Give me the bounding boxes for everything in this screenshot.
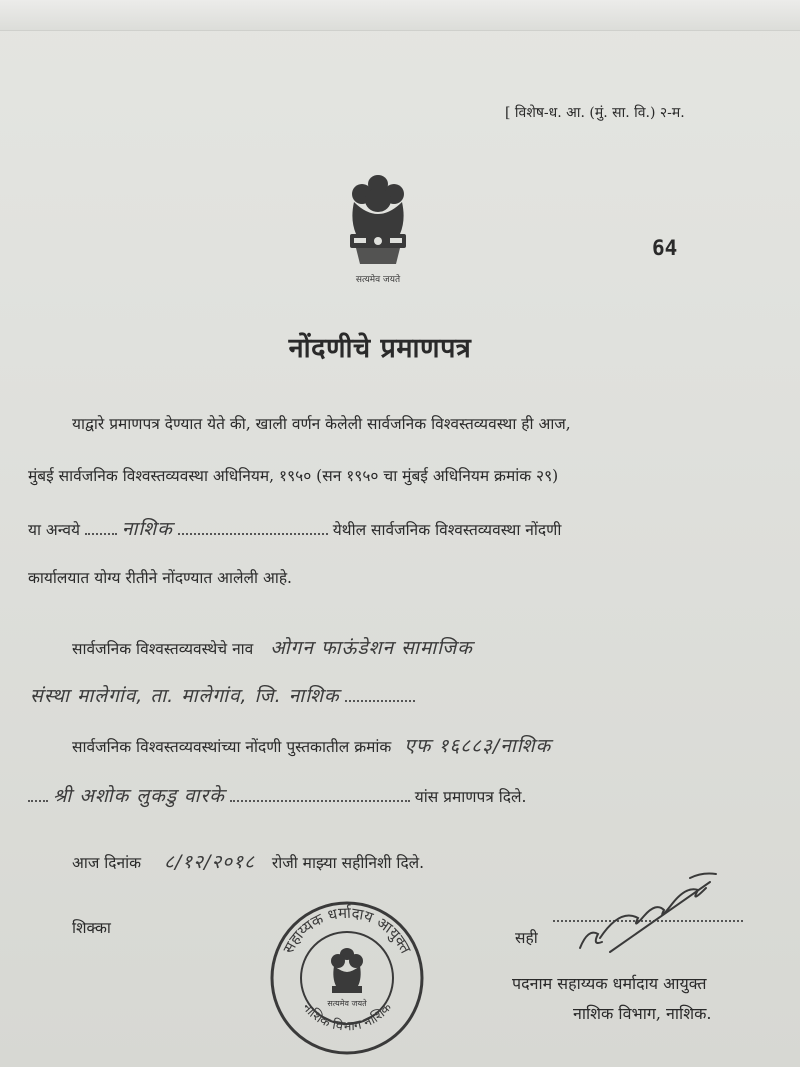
trust-name-value-1: ओगन फाऊंडेशन सामाजिक bbox=[270, 637, 473, 659]
recipient-name: श्री अशोक लुकडु वारके bbox=[52, 785, 225, 807]
designation-line1: पदनाम सहाय्यक धर्मादाय आयुक्त bbox=[512, 974, 707, 993]
registration-place: नाशिक bbox=[121, 518, 173, 540]
signature-label: सही bbox=[515, 929, 538, 947]
register-number-value: एफ १६८८३/नाशिक bbox=[404, 735, 552, 757]
recipient-row bbox=[28, 782, 526, 808]
page-fold-edge bbox=[0, 0, 800, 31]
seal-label: शिक्का bbox=[72, 919, 111, 937]
date-prefix: आज दिनांक bbox=[72, 854, 142, 872]
trust-name-value-2: संस्था मालेगांव, ता. मालेगांव, जि. नाशिक bbox=[30, 685, 340, 707]
handwritten-signature bbox=[540, 868, 750, 958]
para1-line2: मुंबई सार्वजनिक विश्वस्तव्यवस्था अधिनियम, १९५० (सन १९५० चा मुंबई अधिनियम क्रमांक २९) bbox=[28, 467, 559, 485]
para1-line3-prefix: या अन्वये bbox=[28, 521, 81, 539]
trust-name-row-2 bbox=[30, 682, 415, 708]
dotted-fill bbox=[85, 533, 117, 535]
page-number: 64 bbox=[652, 236, 678, 260]
recipient-suffix: यांस प्रमाणपत्र दिले. bbox=[414, 788, 527, 806]
dotted-fill bbox=[230, 800, 410, 802]
para1-line1: याद्वारे प्रमाणपत्र देण्यात येते की, खाली वर्णन केलेली सार्वजनिक विश्वस्तव्यवस्था ही आज, bbox=[72, 415, 571, 433]
seal-motto: सत्यमेव जयते bbox=[327, 999, 367, 1008]
trust-name-row bbox=[72, 634, 473, 660]
designation-line2: नाशिक विभाग, नाशिक. bbox=[573, 1004, 712, 1023]
register-number-row bbox=[72, 732, 551, 758]
date-row bbox=[72, 848, 424, 874]
certificate-title: नोंदणीचे प्रमाणपत्र bbox=[288, 333, 472, 364]
para1-line3-suffix: येथील सार्वजनिक विश्वस्तव्यवस्था नोंदणी bbox=[332, 521, 562, 539]
dotted-fill bbox=[28, 800, 48, 802]
issue-date: ८/१२/२०१८ bbox=[163, 851, 255, 873]
para1-line4: कार्यालयात योग्य रीतीने नोंदण्यात आलेली आहे. bbox=[28, 569, 292, 587]
emblem-motto: सत्यमेव जयते bbox=[355, 275, 401, 285]
seal-emblem-icon bbox=[331, 948, 363, 993]
seal-top-text: सहाय्यक धर्मादाय आयुक्त bbox=[279, 903, 415, 957]
dotted-fill bbox=[178, 533, 328, 535]
seal-bottom-text: नाशिक विभाग नाशिक bbox=[299, 1000, 395, 1035]
form-reference: [ विशेष-ध. आ. (मुं. सा. वि.) २-म. bbox=[505, 105, 685, 121]
para1-line3 bbox=[28, 515, 561, 541]
office-seal bbox=[262, 898, 432, 1058]
register-number-label: सार्वजनिक विश्वस्तव्यवस्थांच्या नोंदणी पुस्तकातील क्रमांक bbox=[72, 738, 392, 756]
trust-name-label: सार्वजनिक विश्वस्तव्यवस्थेचे नाव bbox=[72, 640, 254, 658]
ashoka-emblem-icon bbox=[340, 170, 416, 288]
date-suffix: रोजी माझ्या सहीनिशी दिले. bbox=[271, 854, 425, 872]
dotted-fill bbox=[345, 700, 415, 702]
